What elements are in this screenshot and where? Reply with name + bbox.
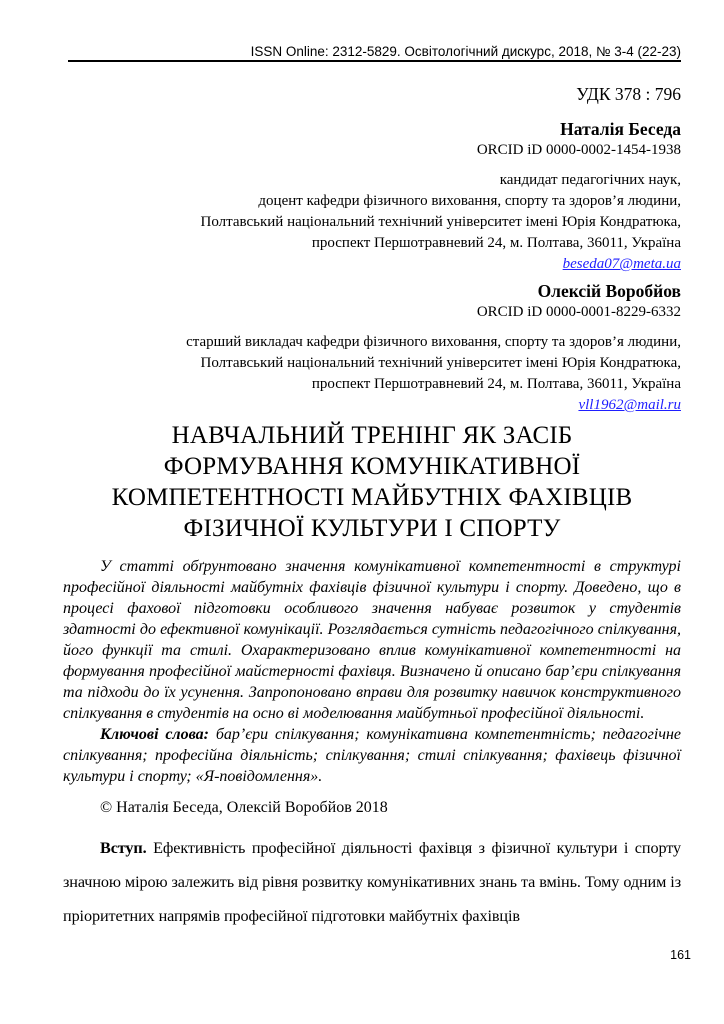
page-number: 161 [670, 948, 691, 962]
author-orcid: ORCID iD 0000-0001-8229-6332 [476, 304, 681, 320]
author-name: Наталія Беседа [560, 119, 681, 139]
affiliation-line: старший викладач кафедри фізичного виховання, спорту та здоров’я людини, [186, 334, 681, 350]
affiliation-line: Полтавський національний технічний університет імені Юрія Кондратюка, [200, 355, 681, 371]
abstract-paragraph: У статті обґрунтовано значення комунікативної компетентності в структурі професійної діяльності майбутніх фахівців фізичної культури і спорту. Доведено, що в процесі фахової підготовки особливого значення набуває розвиток у студентів здатності до ефективної комунікації. Розглядається сутність педагогічного спілкування, його функції та стилі. Охарактеризовано вплив комунікативної компетентності на формування професійної майстерності фахівця. Визначено й описано бар’єри спілкування та підходи до їх усунення. Запропоновано вправи для розвитку навичок конструктивного спілкування в студентів на осно ві моделювання майбутньої професійної діяльності. [63, 558, 681, 722]
journal-header-text: ISSN Online: 2312-5829. Освітологічний дискурс, 2018, № 3-4 (22-23) [250, 44, 681, 59]
intro-text: Ефективність професійної діяльності фахівця з фізичної культури і спорту значною мірою залежить від рівня розвитку комунікативних знань та вмінь. Тому одним із пріоритетних напрямів професійної підготовки майбутніх фахівців [63, 839, 681, 925]
affiliation-line: Полтавський національний технічний університет імені Юрія Кондратюка, [200, 214, 681, 230]
title-line: ФОРМУВАННЯ КОМУНІКАТИВНОЇ [163, 453, 581, 480]
author-email-line [63, 254, 681, 275]
author-email-line [63, 395, 681, 416]
keywords-label: Ключові слова: [100, 726, 210, 743]
author-affiliation [63, 170, 681, 254]
intro-paragraph [63, 831, 681, 933]
keywords-paragraph [63, 724, 681, 787]
author-name: Олексій Воробйов [537, 281, 681, 301]
copyright-line: © Наталія Беседа, Олексій Воробйов 2018 [100, 799, 388, 816]
author-affiliation [63, 332, 681, 395]
journal-header [68, 0, 681, 62]
affiliation-line: доцент кафедри фізичного виховання, спорту та здоров’я людини, [258, 193, 681, 209]
intro-heading: Вступ. [100, 839, 147, 857]
affiliation-line: проспект Першотравневий 24, м. Полтава, 36011, Україна [311, 376, 681, 392]
title-line: ФІЗИЧНОЇ КУЛЬТУРИ І СПОРТУ [183, 515, 561, 542]
title-line: КОМПЕТЕНТНОСТІ МАЙБУТНІХ ФАХІВЦІВ [111, 484, 633, 511]
author-email-link[interactable]: vll1962@mail.ru [578, 397, 681, 413]
affiliation-line: проспект Першотравневий 24, м. Полтава, 36011, Україна [311, 235, 681, 251]
author-orcid: ORCID iD 0000-0002-1454-1938 [476, 142, 681, 158]
author-block-1 [63, 118, 681, 275]
title-line: НАВЧАЛЬНИЙ ТРЕНІНГ ЯК ЗАСІБ [171, 422, 573, 449]
author-block-2 [63, 280, 681, 416]
abstract-section [63, 556, 681, 787]
affiliation-line: кандидат педагогічних наук, [499, 172, 681, 188]
article-title [63, 420, 681, 544]
udc-code: УДК 378 : 796 [576, 84, 681, 104]
keywords-text: бар’єри спілкування; комунікативна компетентність; педагогічне спілкування; професійна діяльність; спілкування; стилі спілкування; фахівець фізичної культури і спорту; «Я-повідомлення». [63, 726, 682, 785]
author-email-link[interactable]: beseda07@meta.ua [562, 256, 681, 272]
